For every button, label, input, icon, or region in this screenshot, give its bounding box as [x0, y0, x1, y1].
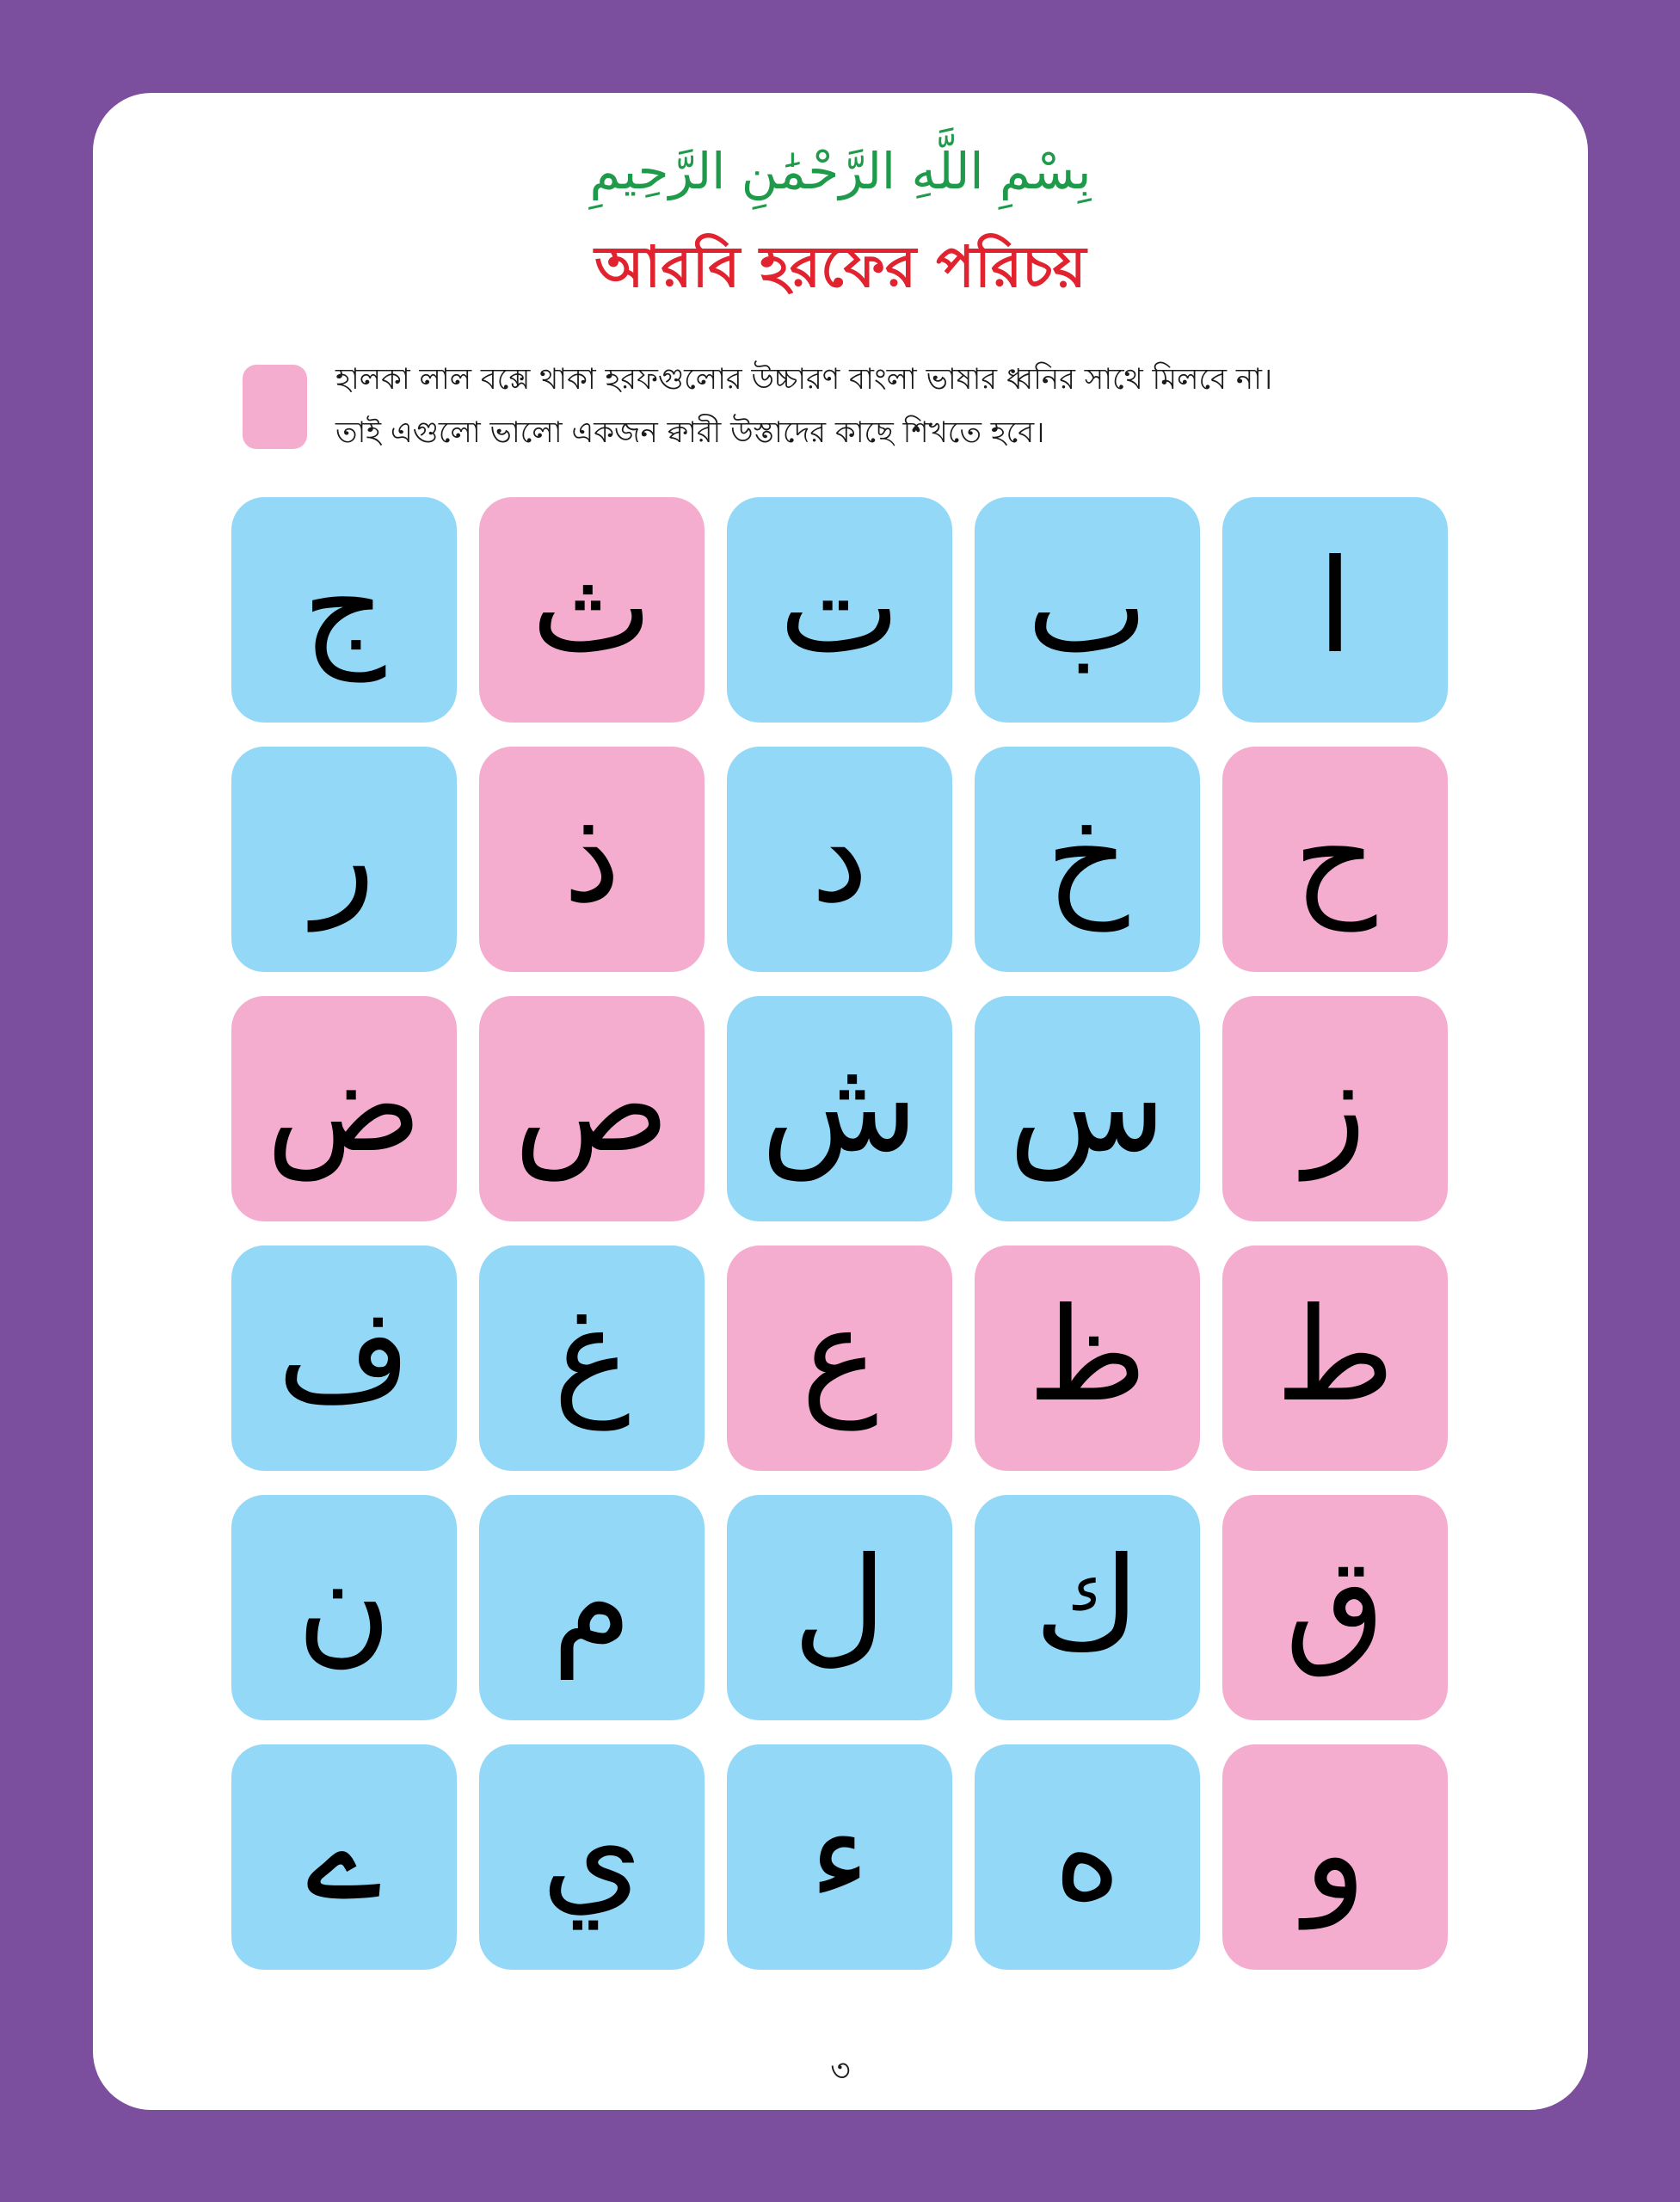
letter-tile	[231, 1744, 457, 1970]
bismillah-calligraphy	[93, 142, 1588, 200]
legend-line-2: তাই এগুলো ভালো একজন ক্বারী উস্তাদের কাছে শিখতে হবে।	[335, 415, 1045, 450]
letter-tile	[727, 1744, 952, 1970]
arabic-letter: ح	[1293, 782, 1377, 932]
arabic-letter: غ	[553, 1281, 631, 1430]
letter-tile	[479, 497, 705, 723]
letter-tile	[727, 497, 952, 723]
arabic-letter: ظ	[1027, 1281, 1148, 1430]
legend-line-1: হালকা লাল বক্সে থাকা হরফগুলোর উচ্চারণ বাংলা ভাষার ধ্বনির সাথে মিলবে না।	[335, 362, 1273, 397]
letter-tile	[975, 1495, 1200, 1720]
letter-tile	[1222, 1495, 1448, 1720]
arabic-letter: ك	[1034, 1530, 1141, 1680]
arabic-letter: ف	[277, 1281, 411, 1430]
arabic-letter: ے	[306, 1780, 382, 1929]
letter-grid	[231, 497, 1448, 1970]
arabic-letter: ط	[1275, 1281, 1395, 1430]
legend-pink-swatch	[243, 365, 307, 449]
page-number: ৩	[830, 2053, 851, 2088]
arabic-letter: ه	[1053, 1780, 1122, 1929]
arabic-letter: ر	[312, 782, 376, 932]
arabic-letter: ل	[792, 1530, 887, 1680]
arabic-letter: ق	[1284, 1530, 1386, 1680]
arabic-letter: ذ	[563, 782, 621, 932]
arabic-letter: ع	[801, 1281, 878, 1430]
arabic-letter: م	[551, 1530, 632, 1680]
letter-tile	[231, 747, 457, 972]
letter-tile	[975, 497, 1200, 723]
arabic-letter: ش	[760, 1031, 919, 1181]
letter-tile	[479, 996, 705, 1221]
letter-tile	[479, 1744, 705, 1970]
letter-tile	[975, 1246, 1200, 1471]
legend-note	[335, 353, 1540, 459]
arabic-letter: س	[1008, 1031, 1166, 1181]
letter-tile	[1222, 747, 1448, 972]
letter-tile	[231, 996, 457, 1221]
letter-tile	[231, 1246, 457, 1471]
arabic-letter: ج	[302, 532, 386, 682]
letter-tile	[975, 747, 1200, 972]
arabic-letter: ت	[778, 532, 901, 682]
arabic-letter: و	[1303, 1780, 1367, 1929]
arabic-letter: د	[810, 782, 869, 932]
letter-tile	[1222, 497, 1448, 723]
arabic-letter: ث	[531, 532, 653, 682]
letter-tile	[727, 1246, 952, 1471]
arabic-letter: خ	[1045, 782, 1129, 932]
letter-tile	[479, 747, 705, 972]
letter-tile	[975, 1744, 1200, 1970]
bismillah-text: بِسْمِ اللَّهِ الرَّحْمَٰنِ الرَّحِيمِ	[589, 142, 1092, 200]
letter-tile	[1222, 996, 1448, 1221]
letter-tile	[975, 996, 1200, 1221]
letter-tile	[1222, 1744, 1448, 1970]
letter-tile	[727, 996, 952, 1221]
page-title: আরবি হরফের পরিচয়	[594, 234, 1086, 300]
letter-tile	[1222, 1246, 1448, 1471]
letter-tile	[231, 497, 457, 723]
letter-tile	[727, 1495, 952, 1720]
arabic-letter: ز	[1303, 1031, 1367, 1181]
letter-tile	[479, 1495, 705, 1720]
letter-tile	[231, 1495, 457, 1720]
arabic-letter: ء	[809, 1780, 871, 1929]
letter-tile	[479, 1246, 705, 1471]
arabic-letter: ب	[1026, 532, 1148, 682]
arabic-letter: ن	[296, 1530, 392, 1680]
arabic-letter: ي	[541, 1780, 643, 1929]
arabic-letter: ص	[514, 1031, 670, 1181]
arabic-letter: ا	[1317, 532, 1353, 682]
arabic-letter: ض	[266, 1031, 422, 1181]
letter-tile	[727, 747, 952, 972]
page-card	[93, 93, 1588, 2110]
